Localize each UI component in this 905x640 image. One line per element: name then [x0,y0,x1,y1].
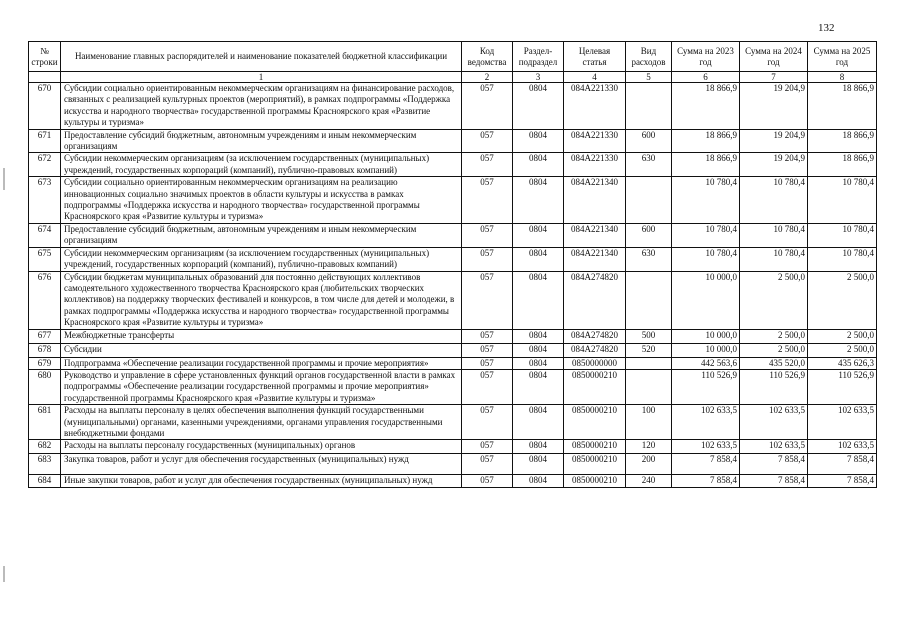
section-code: 0804 [513,271,564,329]
amount-2025: 18 866,9 [808,129,877,153]
row-number: 671 [29,129,61,153]
column-number: 3 [513,72,564,83]
row-name: Субсидии некоммерческим организациям (за исключением государственных (муниципальных) учреждений, государственных корпораций (компаний), публично-правовых компаний) [61,247,462,271]
column-number: 7 [740,72,808,83]
column-number: 2 [462,72,513,83]
expense-type [626,177,672,224]
amount-2024: 2 500,0 [740,329,808,343]
table-row [29,129,877,153]
table-row [29,454,877,475]
section-code: 0804 [513,83,564,130]
amount-2024: 19 204,9 [740,129,808,153]
target-article: 0850000210 [564,405,626,440]
amount-2025: 10 780,4 [808,247,877,271]
amount-2024: 2 500,0 [740,343,808,357]
row-number: 674 [29,223,61,247]
table-row [29,405,877,440]
amount-2023: 10 000,0 [672,271,740,329]
target-article: 0850000000 [564,357,626,369]
department-code: 057 [462,83,513,130]
expense-type: 200 [626,454,672,475]
target-article: 084A274820 [564,343,626,357]
column-number: 4 [564,72,626,83]
amount-2025: 2 500,0 [808,343,877,357]
amount-2023: 18 866,9 [672,129,740,153]
section-code: 0804 [513,475,564,487]
amount-2024: 7 858,4 [740,475,808,487]
row-number: 682 [29,440,61,454]
expense-type [626,271,672,329]
amount-2025: 102 633,5 [808,440,877,454]
expense-type: 600 [626,129,672,153]
header-cell: Сумма на 2024 год [740,42,808,72]
row-name: Субсидии [61,343,462,357]
expense-type: 100 [626,405,672,440]
amount-2024: 435 520,0 [740,357,808,369]
row-number: 677 [29,329,61,343]
section-code: 0804 [513,369,564,404]
row-number: 680 [29,369,61,404]
section-code: 0804 [513,223,564,247]
department-code: 057 [462,329,513,343]
department-code: 057 [462,405,513,440]
amount-2023: 18 866,9 [672,153,740,177]
row-name: Межбюджетные трансферты [61,329,462,343]
target-article: 084A274820 [564,271,626,329]
target-article: 0850000210 [564,475,626,487]
table-row [29,369,877,404]
row-name: Предоставление субсидий бюджетным, автономным учреждениям и иным некоммерческим организациям [61,223,462,247]
row-name: Субсидии социально ориентированным некоммерческим организациям на реализацию инновационных социально значимых проектов в области культуры и искусства в рамках подпрограммы «Поддержка искусства и народного творчества» государственной программы Красноярского края «Развитие культуры и туризма» [61,177,462,224]
expense-type [626,369,672,404]
table-row [29,177,877,224]
table-row [29,343,877,357]
amount-2023: 18 866,9 [672,83,740,130]
amount-2025: 435 626,3 [808,357,877,369]
header-cell: Раздел-подраздел [513,42,564,72]
expense-type [626,83,672,130]
row-number: 683 [29,454,61,475]
row-number: 676 [29,271,61,329]
row-name: Субсидии некоммерческим организациям (за исключением государственных (муниципальных) учреждений, государственных корпораций (компаний), публично-правовых компаний) [61,153,462,177]
target-article: 084A221340 [564,177,626,224]
amount-2025: 7 858,4 [808,475,877,487]
department-code: 057 [462,369,513,404]
section-code: 0804 [513,405,564,440]
table-row [29,247,877,271]
column-number: 6 [672,72,740,83]
table-row [29,440,877,454]
section-code: 0804 [513,177,564,224]
amount-2023: 10 000,0 [672,343,740,357]
page-number: 132 [818,22,835,34]
section-code: 0804 [513,343,564,357]
target-article: 084A274820 [564,329,626,343]
department-code: 057 [462,129,513,153]
expense-type: 600 [626,223,672,247]
expense-type: 240 [626,475,672,487]
expense-type: 630 [626,153,672,177]
department-code: 057 [462,223,513,247]
row-number: 673 [29,177,61,224]
row-number: 670 [29,83,61,130]
amount-2023: 10 000,0 [672,329,740,343]
amount-2023: 102 633,5 [672,440,740,454]
column-number: 8 [808,72,877,83]
row-number: 678 [29,343,61,357]
department-code: 057 [462,475,513,487]
amount-2025: 110 526,9 [808,369,877,404]
amount-2024: 7 858,4 [740,454,808,475]
amount-2024: 10 780,4 [740,177,808,224]
amount-2025: 10 780,4 [808,177,877,224]
table-row [29,223,877,247]
row-name: Субсидии бюджетам муниципальных образований для постоянно действующих коллективов самодеятельного художественного творчества Красноярского края (любительских творческих коллективов) на поддержку творческих фестивалей и конкурсов, в том числе для детей и молодежи, в рамках подпрограммы «Поддержка искусства и народного творчества» государственной программы Красноярского края «Развитие культуры и туризма» [61,271,462,329]
expense-type: 520 [626,343,672,357]
target-article: 084A221330 [564,153,626,177]
header-cell: Наименование главных распорядителей и наименование показателей бюджетной классификации [61,42,462,72]
department-code: 057 [462,343,513,357]
row-name: Расходы на выплаты персоналу государственных (муниципальных) органов [61,440,462,454]
header-cell: Вид расходов [626,42,672,72]
budget-table [28,41,877,488]
amount-2024: 102 633,5 [740,405,808,440]
amount-2025: 18 866,9 [808,153,877,177]
row-number: 672 [29,153,61,177]
department-code: 057 [462,271,513,329]
table-row [29,153,877,177]
department-code: 057 [462,357,513,369]
column-number [29,72,61,83]
header-cell: Код ведомства [462,42,513,72]
expense-type [626,357,672,369]
target-article: 0850000210 [564,369,626,404]
department-code: 057 [462,153,513,177]
target-article: 084A221330 [564,129,626,153]
amount-2023: 7 858,4 [672,454,740,475]
amount-2024: 110 526,9 [740,369,808,404]
section-code: 0804 [513,440,564,454]
amount-2023: 10 780,4 [672,177,740,224]
row-name: Субсидии социально ориентированным некоммерческим организациям на финансирование расходов, связанных с реализацией культурных проектов (мероприятий), в рамках подпрограммы «Поддержка искусства и народного творчества» государственной программы Красноярского края «Развитие культуры и туризма» [61,83,462,130]
amount-2023: 442 563,6 [672,357,740,369]
header-row [29,42,877,72]
expense-type: 630 [626,247,672,271]
row-number: 684 [29,475,61,487]
section-code: 0804 [513,247,564,271]
amount-2025: 102 633,5 [808,405,877,440]
header-cell: Сумма на 2025 год [808,42,877,72]
header-cell: № строки [29,42,61,72]
table-row [29,357,877,369]
department-code: 057 [462,247,513,271]
amount-2023: 10 780,4 [672,223,740,247]
amount-2023: 10 780,4 [672,247,740,271]
amount-2024: 10 780,4 [740,247,808,271]
department-code: 057 [462,177,513,224]
row-name: Подпрограмма «Обеспечение реализации государственной программы и прочие мероприятия» [61,357,462,369]
amount-2024: 10 780,4 [740,223,808,247]
target-article: 0850000210 [564,440,626,454]
amount-2025: 18 866,9 [808,83,877,130]
amount-2024: 19 204,9 [740,83,808,130]
target-article: 084A221330 [564,83,626,130]
target-article: 0850000210 [564,454,626,475]
header-cell: Целевая статья [564,42,626,72]
table-row [29,271,877,329]
row-number: 675 [29,247,61,271]
table-row [29,329,877,343]
scan-edge-mark [3,168,5,190]
amount-2025: 2 500,0 [808,271,877,329]
column-number: 5 [626,72,672,83]
amount-2025: 10 780,4 [808,223,877,247]
row-name: Предоставление субсидий бюджетным, автономным учреждениям и иным некоммерческим организациям [61,129,462,153]
department-code: 057 [462,454,513,475]
section-code: 0804 [513,329,564,343]
row-name: Иные закупки товаров, работ и услуг для обеспечения государственных (муниципальных) нужд [61,475,462,487]
row-number: 679 [29,357,61,369]
header-cell: Сумма на 2023 год [672,42,740,72]
row-number: 681 [29,405,61,440]
section-code: 0804 [513,454,564,475]
row-name: Расходы на выплаты персоналу в целях обеспечения выполнения функций государственными (муниципальными) органами, казенными учреждениями, органами управления государственными внебюджетными фондами [61,405,462,440]
row-name: Закупка товаров, работ и услуг для обеспечения государственных (муниципальных) нужд [61,454,462,475]
table-row [29,83,877,130]
scan-edge-mark [3,566,5,582]
amount-2025: 7 858,4 [808,454,877,475]
department-code: 057 [462,440,513,454]
amount-2023: 102 633,5 [672,405,740,440]
target-article: 084A221340 [564,247,626,271]
expense-type: 120 [626,440,672,454]
amount-2025: 2 500,0 [808,329,877,343]
row-name: Руководство и управление в сфере установленных функций органов государственной власти в рамках подпрограммы «Обеспечение реализации государственной программы и прочие мероприятия» государственной программы Красноярского края «Развитие культуры и туризма» [61,369,462,404]
section-code: 0804 [513,357,564,369]
section-code: 0804 [513,153,564,177]
amount-2024: 102 633,5 [740,440,808,454]
table-row [29,475,877,487]
amount-2024: 19 204,9 [740,153,808,177]
section-code: 0804 [513,129,564,153]
amount-2023: 110 526,9 [672,369,740,404]
expense-type: 500 [626,329,672,343]
amount-2024: 2 500,0 [740,271,808,329]
column-number-row [29,72,877,83]
target-article: 084A221340 [564,223,626,247]
column-number: 1 [61,72,462,83]
amount-2023: 7 858,4 [672,475,740,487]
